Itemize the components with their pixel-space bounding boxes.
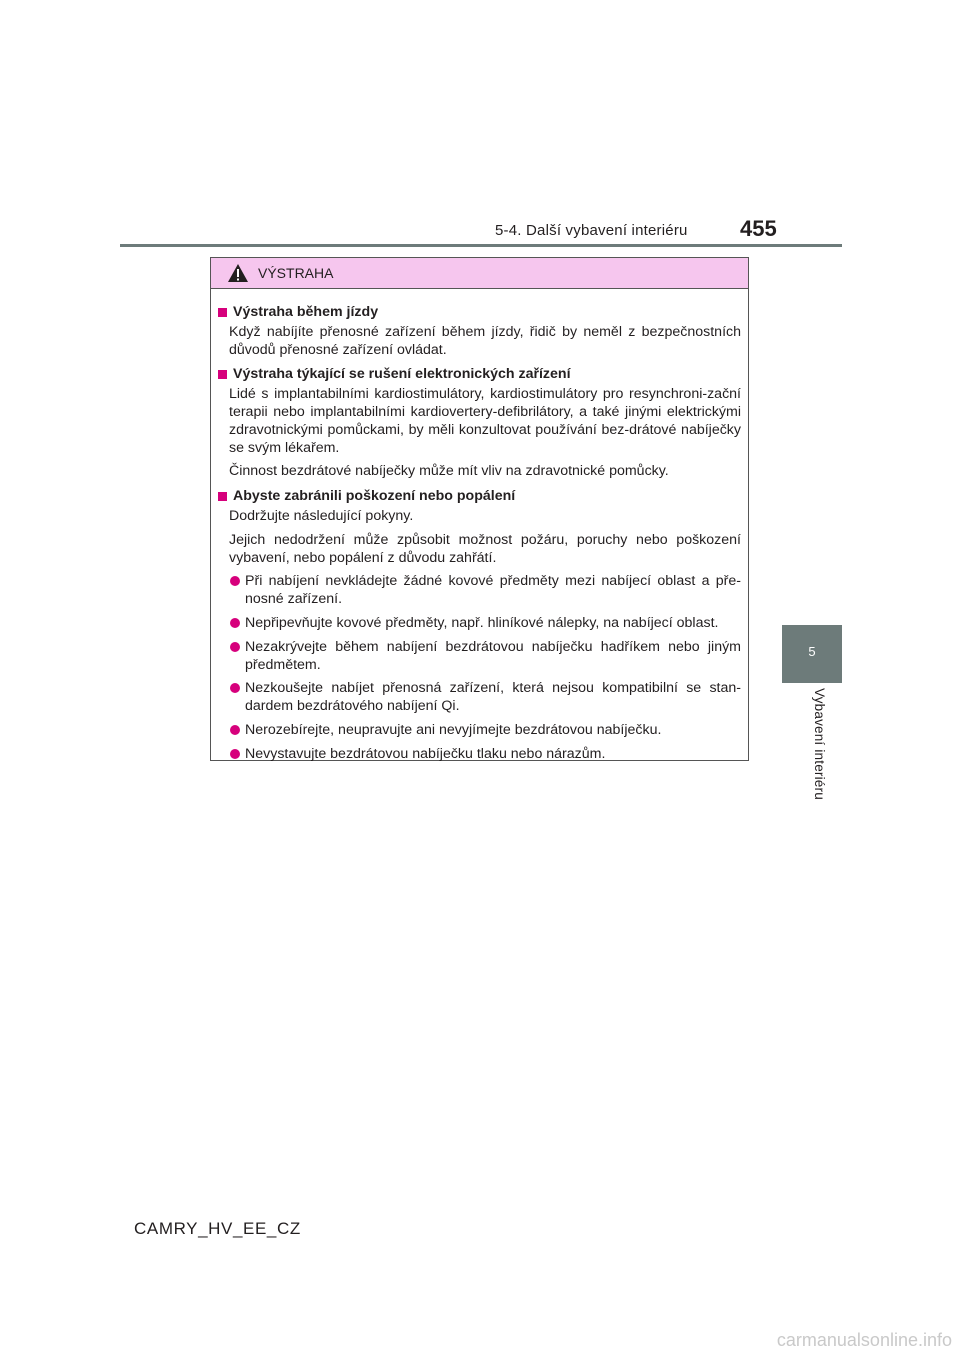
square-bullet-icon bbox=[218, 308, 227, 317]
bullet-dot-icon bbox=[230, 576, 240, 586]
list-item: Nezkoušejte nabíjet přenosná zařízení, která nejsou kompatibilní se stan-dardem bezdrátového nabíjení Qi. bbox=[229, 680, 741, 716]
chapter-tab bbox=[782, 625, 842, 683]
chapter-label: Vybavení interiéru bbox=[812, 688, 827, 800]
warning-header bbox=[211, 258, 748, 289]
watermark: carmanualsonline.info bbox=[776, 1330, 952, 1350]
warning-section bbox=[218, 304, 741, 359]
header-divider bbox=[120, 244, 842, 247]
list-item: Nerozebírejte, neupravujte ani nevyjímejte bezdrátovou nabíječku. bbox=[229, 722, 741, 740]
page-number: 455 bbox=[740, 216, 777, 241]
section-title: 5-4. Další vybavení interiéru bbox=[495, 222, 688, 239]
square-bullet-icon bbox=[218, 370, 227, 379]
square-bullet-icon bbox=[218, 492, 227, 501]
warning-body bbox=[211, 289, 748, 764]
list-item: Při nabíjení nevkládejte žádné kovové předměty mezi nabíjecí oblast a pře-nosné zařízení. bbox=[229, 573, 741, 609]
warning-title: VÝSTRAHA bbox=[258, 265, 334, 281]
section-heading: Abyste zabránili poškození nebo popálení bbox=[233, 488, 516, 505]
warning-box bbox=[210, 257, 749, 761]
paragraph: Když nabíjíte přenosné zařízení během jízdy, řidič by neměl z bezpečnostních důvodů přenosné zařízení ovládat. bbox=[229, 323, 741, 358]
document-code: CAMRY_HV_EE_CZ bbox=[134, 1219, 301, 1238]
warning-section bbox=[218, 366, 741, 481]
paragraph: Činnost bezdrátové nabíječky může mít vliv na zdravotnické pomůcky. bbox=[229, 463, 669, 480]
section-heading: Výstraha během jízdy bbox=[233, 304, 379, 320]
warning-section bbox=[218, 488, 741, 763]
chapter-number: 5 bbox=[808, 644, 816, 659]
bullet-dot-icon bbox=[230, 642, 240, 652]
bullet-dot-icon bbox=[230, 618, 240, 628]
bullet-dot-icon bbox=[230, 725, 240, 735]
list-item: Nezakrývejte během nabíjení bezdrátovou nabíječku hadříkem nebo jiným předmětem. bbox=[229, 639, 741, 675]
bullet-dot-icon bbox=[230, 749, 240, 759]
list-item: Nevystavujte bezdrátovou nabíječku tlaku nebo nárazům. bbox=[229, 746, 741, 764]
warning-triangle-icon bbox=[227, 263, 249, 283]
list-item: Nepřipevňujte kovové předměty, např. hliníkové nálepky, na nabíjecí oblast. bbox=[229, 615, 741, 633]
paragraph: Dodržujte následující pokyny. bbox=[229, 507, 414, 524]
bullet-dot-icon bbox=[230, 683, 240, 693]
paragraph: Jejich nedodržení může způsobit možnost požáru, poruchy nebo poškození vybavení, nebo popálení z důvodu zahřátí. bbox=[229, 531, 741, 566]
section-heading: Výstraha týkající se rušení elektronických zařízení bbox=[233, 366, 571, 383]
paragraph: Lidé s implantabilními kardiostimulátory, kardiostimulátory pro resynchroni-zační terapii nebo implantabilními kardiovertery-defibrilátory, a také jinými elektrickými zdravotnickými pomůckami, by měli konzultovat používání bez-drátové nabíječky se svým lékařem. bbox=[229, 386, 741, 456]
